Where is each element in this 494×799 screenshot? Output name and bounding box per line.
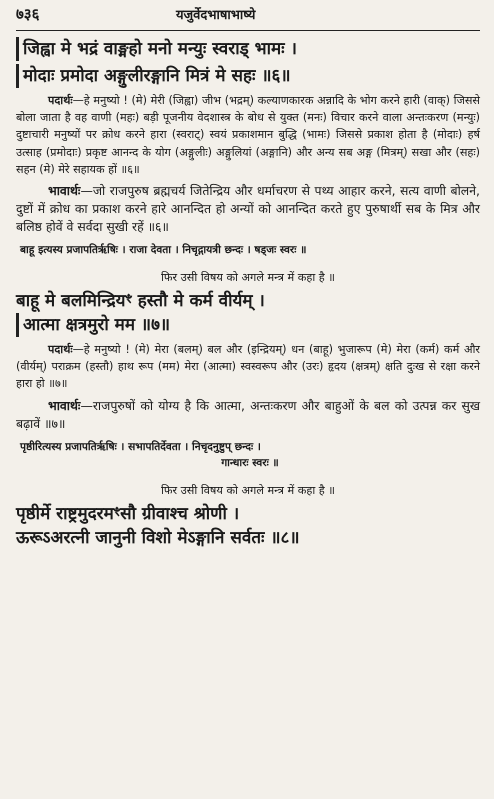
mantra-7-line-1: बाहू मे बलमिन्द्रियꣳ हस्तौ मे कर्म वीर्यम् ।	[16, 291, 265, 312]
mantra-6-line-1: जिह्वा मे भद्रं वाङ्महो मनो मन्युः स्वराड् भामः ।	[16, 37, 480, 61]
intro-line-8: फिर उसी विषय को अगले मन्त्र में कहा है ॥	[161, 483, 335, 497]
bhavartha-label: भावार्थः	[48, 183, 81, 199]
padartha-7	[16, 341, 480, 393]
bhavartha-7	[16, 397, 480, 433]
bhavartha-6	[16, 182, 480, 236]
padartha-6	[16, 92, 480, 178]
rishi-devata-line-7: बाहू इत्यस्य प्रजापतिर्ऋषिः । राजा देवता । निचृद्गायत्री छन्दः । षड्जः स्वरः ॥	[20, 244, 307, 257]
padartha-label: पदार्थः	[48, 94, 73, 107]
padartha-label: पदार्थः	[48, 343, 73, 357]
mantra-6-line-2: मोदाः प्रमोदा अङ्गुलीरङ्गानि मित्रं मे सहः ॥६॥	[16, 64, 480, 88]
intro-line-7: फिर उसी विषय को अगले मन्त्र में कहा है ॥	[161, 271, 335, 285]
mantra-8-line-2: ऊरूऽअरत्नी जानुनी विशो मेऽङ्गानि सर्वतः ॥८॥	[16, 527, 300, 548]
rishi-devata-line-8: पृष्ठीरित्यस्य प्रजापतिर्ऋषिः । सभापतिर्देवता । निचृदनुष्टुप् छन्दः ।	[20, 440, 261, 453]
swara-line-8: गान्धारः स्वरः ॥	[221, 456, 279, 469]
running-title: यजुर्वेदभाषाभाष्ये	[176, 8, 256, 23]
bhavartha-label: भावार्थः	[48, 397, 81, 413]
header-rule	[16, 30, 480, 31]
padartha-text: —हे मनुष्यो ! (मे) मेरी (जिह्वा) जीभ (भद्रम्) कल्याणकारक अन्नादि के भोग करने हारी (वाक्) जिससे बोला जाता है वह वाणी (महः) बड़ी पूजनीय वेदशास्त्र के बोध से युक्त (मनः) विचार करने वाला अन्तःकरण (मन्युः) दुष्टाचारी मनुष्यों पर क्रोध करने हारा (स्वराट्) स्वयं प्रकाशमान बुद्धि (भामः) जिससे प्रकाश होता है (मोदाः) हर्ष उत्साह (प्रमोदाः) प्रकृष्ट आनन्द के योग (अङ्गुलीः) अङ्गुलियां (अङ्गानि) और अन्य सब अङ्ग (मित्रम्) सखा और (सहः) सहन (मे) मेरे सहायक हों ॥६॥	[16, 94, 480, 176]
padartha-text: —हे मनुष्यो ! (मे) मेरा (बलम्) बल और (इन्द्रियम्) धन (बाहू) भुजारूप (मे) मेरा (कर्म) कर्म और (वीर्यम्) पराक्रम (हस्तौ) हाथ रूप (मम) मेरा (आत्मा) स्वस्वरूप और (उरः) हृदय (क्षत्रम्) क्षति दुःख से रक्षा करने हारा हो ॥७॥	[16, 343, 480, 391]
mantra-8-line-1: पृष्ठीर्मे राष्ट्रमुदरमꣳसौ ग्रीवाश्च श्रोणी ।	[16, 503, 240, 524]
page-number: ७३६	[16, 5, 40, 23]
bhavartha-text: —राजपुरुषों को योग्य है कि आत्मा, अन्तःकरण और बाहुओं के बल को उत्पन्न कर सुख बढ़ावें ॥७॥	[16, 397, 480, 431]
bhavartha-text: —जो राजपुरुष ब्रह्मचर्य जितेन्द्रिय और धर्माचरण से पथ्य आहार करने, सत्य वाणी बोलने, दुष्टों में क्रोध का प्रकाश करने हारे आनन्दित हो अन्यों को आनन्दित करते हुए पुरुषार्थी सब के मित्र और बलिष्ठ होवें वे सर्वदा सुखी रहें ॥६॥	[16, 183, 480, 235]
mantra-7-line-2: आत्मा क्षत्रमुरो मम ॥७॥	[16, 313, 480, 337]
page-header	[16, 4, 480, 28]
